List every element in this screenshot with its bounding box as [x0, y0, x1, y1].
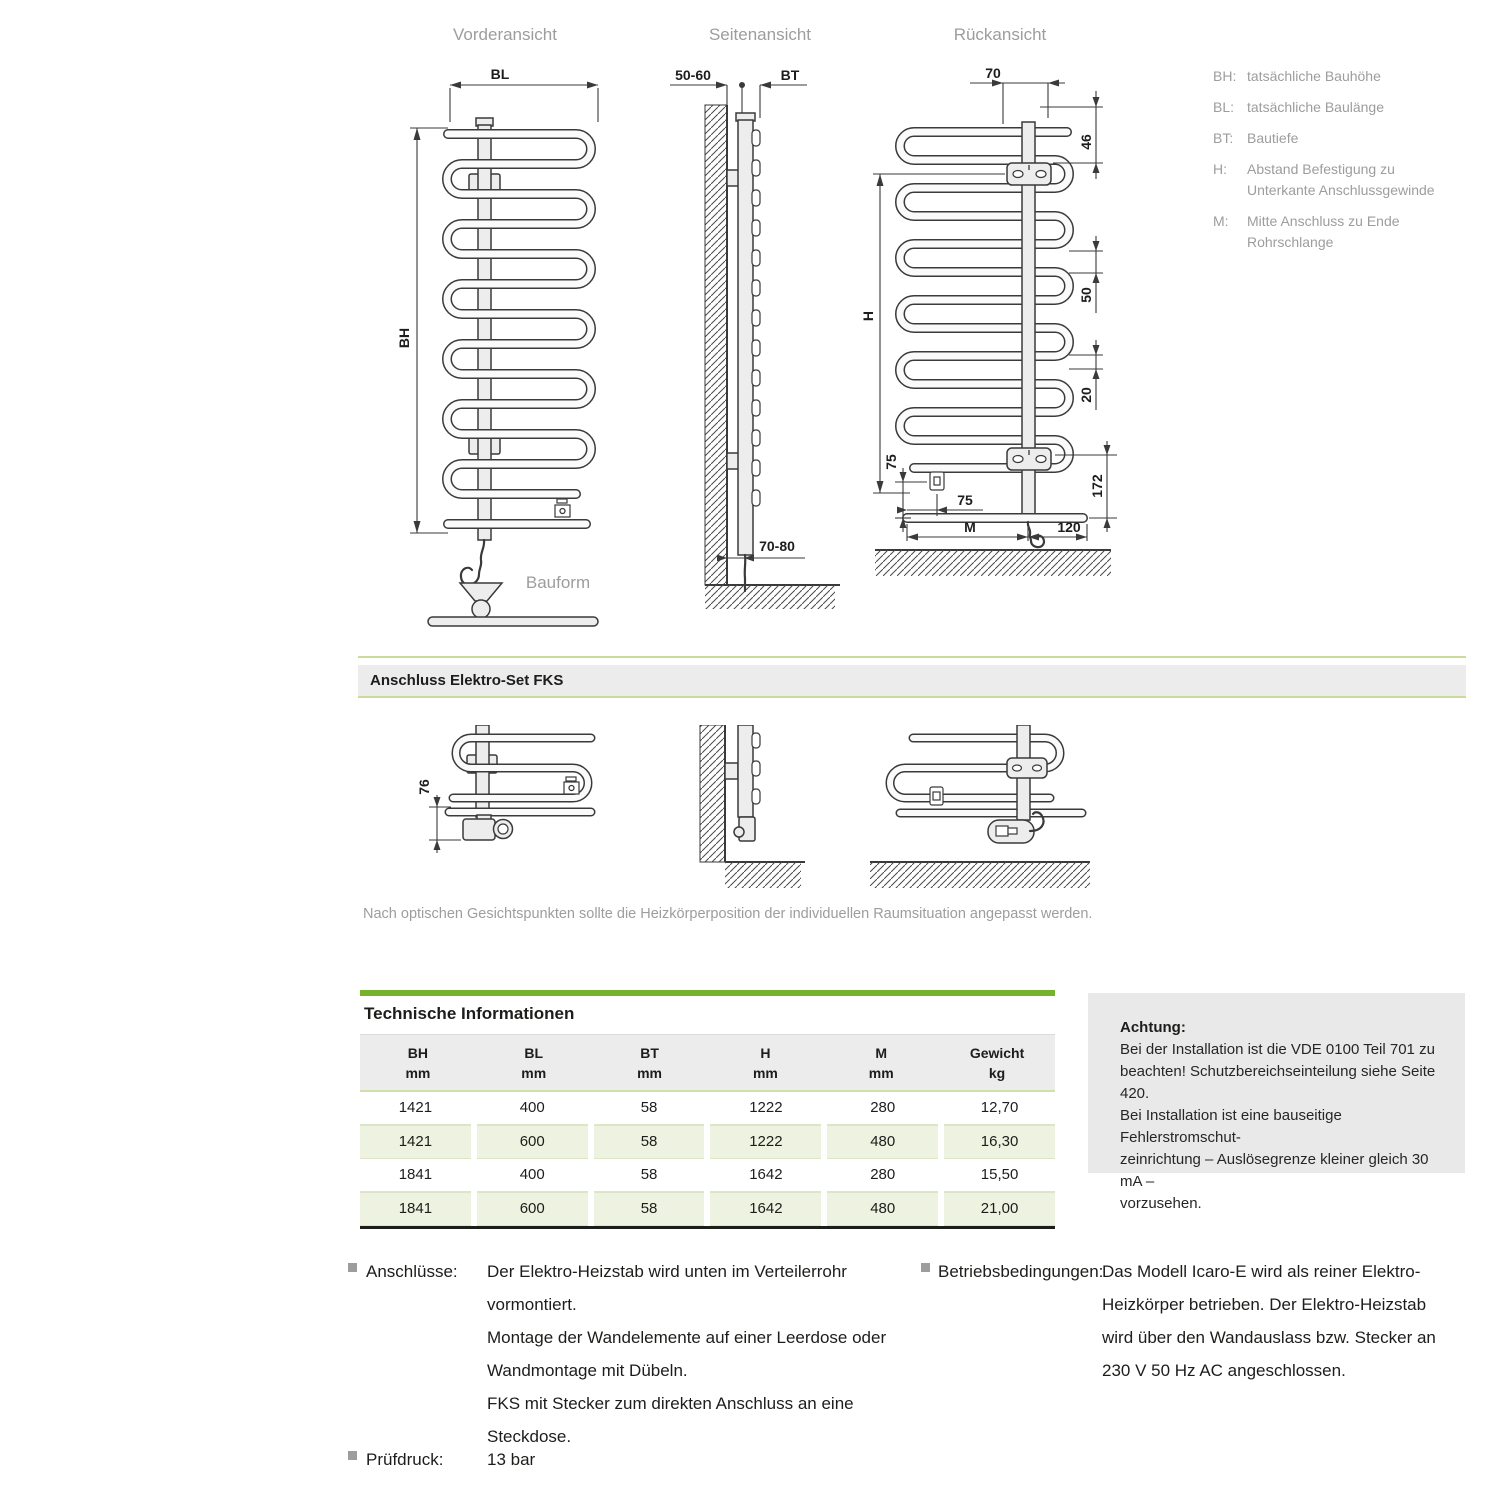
column-header-h: H mm	[752, 1045, 778, 1081]
legend-item-bh: BH: tatsächliche Bauhöhe	[1213, 68, 1381, 84]
bullet-icon	[921, 1263, 930, 1272]
column-header-bh: BH mm	[405, 1045, 431, 1081]
column-header-gewicht: Gewicht kg	[969, 1045, 1025, 1081]
table-row: 1421 600 58 1222 480 16,30	[360, 1125, 1055, 1159]
rear-dim-h: H	[860, 310, 876, 322]
table-row: 1421 400 58 1222 280 12,70	[360, 1092, 1055, 1125]
front-dim-bh: BH	[396, 327, 412, 349]
pruefdruck-value: 13 bar	[487, 1450, 536, 1469]
legend-item-m: M: Mitte Anschluss zu Ende Rohrschlange	[1213, 213, 1400, 250]
rear-dim-46: 46	[1078, 134, 1094, 150]
betrieb-text: Das Modell Icaro-E wird als reiner Elektro- Heizkörper betrieben. Der Elektro-Heizstab wird über den Wandauslass bzw. Stecker an 230 V 50 Hz AC angeschlossen.	[1102, 1262, 1436, 1380]
pruefdruck-label: Prüfdruck:	[366, 1450, 444, 1469]
column-header-bl: BL mm	[521, 1045, 547, 1081]
warning-title: Achtung:	[1120, 1019, 1186, 1036]
rear-dim-120: 120	[1057, 519, 1081, 535]
front-dim-bl: BL	[490, 66, 510, 82]
wall-bracket-top	[1007, 163, 1051, 185]
column-header-bt: BT mm	[637, 1045, 663, 1081]
front-view-drawing	[390, 58, 650, 628]
fks-rear-detail-drawing	[870, 725, 1100, 890]
table-header-row	[360, 1034, 1055, 1092]
rear-dim-top: 70	[985, 65, 1001, 81]
side-view-drawing	[655, 58, 880, 628]
legend-item-bt: BT: Bautiefe	[1213, 130, 1299, 146]
fks-bracket	[1007, 758, 1047, 778]
fks-section-header	[358, 656, 1466, 698]
fks-section-title: Anschluss Elektro-Set FKS	[358, 665, 1466, 698]
rear-dim-20: 20	[1078, 387, 1094, 403]
legend-item-h: H: Abstand Befestigung zu Unterkante Anschlussgewinde	[1213, 161, 1435, 198]
side-dim-bt: BT	[780, 67, 800, 83]
bauform-circle-icon	[472, 600, 490, 618]
rear-view-title: Rückansicht	[953, 25, 1047, 44]
column-header-m: M mm	[868, 1045, 894, 1081]
fks-side-detail-drawing	[695, 725, 825, 890]
rear-dim-172: 172	[1089, 474, 1105, 498]
accent-green-bar	[360, 990, 1055, 996]
anschluesse-label: Anschlüsse:	[366, 1262, 458, 1281]
side-dim-floor: 70-80	[759, 538, 795, 554]
rear-view-drawing	[855, 58, 1135, 628]
bauform-label: Bauform	[525, 573, 591, 592]
fks-front-detail-drawing	[405, 725, 625, 890]
wall-bracket-bottom	[1007, 448, 1051, 470]
rear-dim-50: 50	[1078, 287, 1094, 303]
warning-box: Achtung: Bei der Installation ist die VDE 0100 Teil 701 zu beachten! Schutzbereichseinteilung siehe Seite 420. Bei Installation ist eine bauseitige Fehlerstromschut- zeinrichtung – Auslösegrenze kleiner gleich 30 mA – vorzusehen.	[1088, 993, 1465, 1173]
table-row: 1841 400 58 1642 280 15,50	[360, 1159, 1055, 1192]
fks-note: Nach optischen Gesichtspunkten sollte die Heizkörperposition der individuellen Raumsituation angepasst werden.	[363, 906, 1093, 922]
betrieb-label: Betriebsbedingungen:	[938, 1262, 1104, 1281]
bullet-icon	[348, 1451, 357, 1460]
fks-dim-76: 76	[416, 779, 432, 795]
rear-dim-75-left: 75	[883, 454, 899, 470]
legend-item-bl: BL: tatsächliche Baulänge	[1213, 99, 1384, 115]
rear-dim-75-bottom: 75	[957, 492, 973, 508]
side-view-title: Seitenansicht	[708, 25, 812, 44]
anschluesse-text: Der Elektro-Heizstab wird unten im Verteilerrohr vormontiert. Montage der Wandelemente auf einer Leerdose oder Wandmontage mit Dübeln. FKS mit Stecker zum direkten Anschluss an eine Steckdose.	[487, 1262, 887, 1446]
front-view-title: Vorderansicht	[453, 25, 557, 44]
bauform-bar-icon	[428, 617, 598, 626]
table-body	[360, 1092, 1055, 1229]
rear-dim-m: M	[964, 519, 976, 535]
table-row: 1841 600 58 1642 480 21,00	[360, 1192, 1055, 1226]
bullet-icon	[348, 1263, 357, 1272]
tech-info-block	[360, 990, 1055, 1229]
dimension-legend	[1213, 66, 1453, 263]
side-dim-wall: 50-60	[675, 67, 711, 83]
bauform-funnel-icon	[460, 583, 502, 601]
tech-info-title: Technische Informationen	[364, 1004, 575, 1023]
